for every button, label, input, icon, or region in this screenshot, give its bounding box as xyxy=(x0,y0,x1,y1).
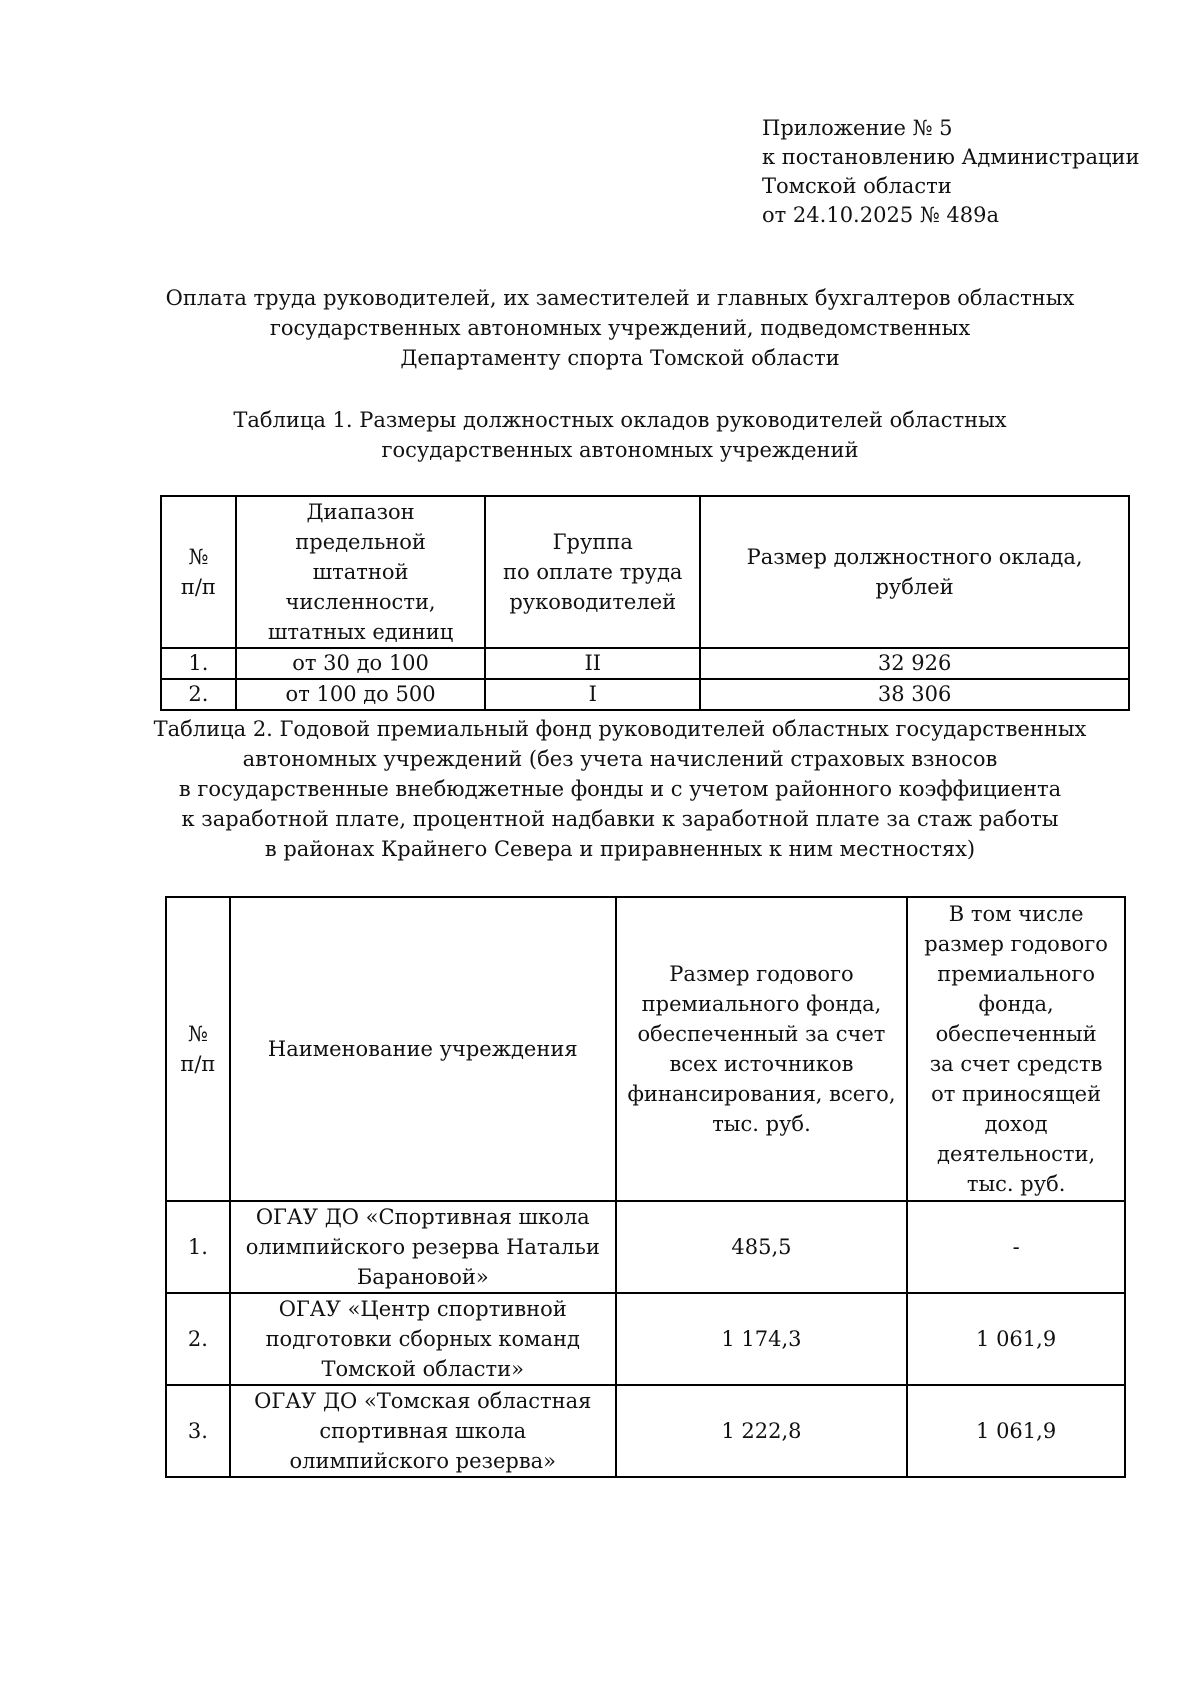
table-header-row xyxy=(166,897,1125,1201)
cell-fund-total: 485,5 xyxy=(616,1201,908,1293)
cell-fund-income: - xyxy=(907,1201,1125,1293)
table-header-row xyxy=(161,496,1129,648)
table2-caption xyxy=(120,714,1120,864)
caption-line: государственных автономных учреждений xyxy=(381,438,859,462)
appendix-line: от 24.10.2025 № 489а xyxy=(762,203,999,227)
title-line: Оплата труда руководителей, их заместителей и главных бухгалтеров областных xyxy=(165,286,1075,310)
cell-pay-group: I xyxy=(485,679,700,710)
cell-num: 1. xyxy=(161,648,236,679)
cell-num: 2. xyxy=(161,679,236,710)
caption-line: автономных учреждений (без учета начислений страховых взносов xyxy=(242,747,998,771)
header-salary: Размер должностного оклада, рублей xyxy=(700,496,1129,648)
cell-pay-group: II xyxy=(485,648,700,679)
table-row xyxy=(166,1385,1125,1477)
table-row xyxy=(166,1293,1125,1385)
document-title xyxy=(120,283,1120,373)
cell-num: 3. xyxy=(166,1385,230,1477)
header-num: № п/п xyxy=(161,496,236,648)
table1-salaries xyxy=(160,495,1130,711)
cell-fund-total: 1 174,3 xyxy=(616,1293,908,1385)
appendix-line: Приложение № 5 xyxy=(762,116,953,140)
cell-salary: 32 926 xyxy=(700,648,1129,679)
title-line: Департаменту спорта Томской области xyxy=(400,346,840,370)
table-row xyxy=(166,1201,1125,1293)
table-row xyxy=(161,679,1129,710)
cell-fund-income: 1 061,9 xyxy=(907,1293,1125,1385)
caption-line: Таблица 2. Годовой премиальный фонд руководителей областных государственных xyxy=(153,717,1087,741)
appendix-note xyxy=(762,114,1140,230)
table-row xyxy=(161,648,1129,679)
header-staff-range: Диапазон предельной штатной численности, штатных единиц xyxy=(236,496,486,648)
header-num: № п/п xyxy=(166,897,230,1201)
cell-fund-income: 1 061,9 xyxy=(907,1385,1125,1477)
cell-institution-name: ОГАУ ДО «Спортивная школа олимпийского резерва Натальи Барановой» xyxy=(230,1201,616,1293)
cell-institution-name: ОГАУ «Центр спортивной подготовки сборных команд Томской области» xyxy=(230,1293,616,1385)
caption-line: в государственные внебюджетные фонды и с учетом районного коэффициента xyxy=(178,777,1062,801)
cell-staff-range: от 100 до 500 xyxy=(236,679,486,710)
caption-line: к заработной плате, процентной надбавки к заработной плате за стаж работы xyxy=(181,807,1059,831)
appendix-line: Томской области xyxy=(762,174,952,198)
appendix-line: к постановлению Администрации xyxy=(762,145,1140,169)
cell-institution-name: ОГАУ ДО «Томская областная спортивная школа олимпийского резерва» xyxy=(230,1385,616,1477)
cell-fund-total: 1 222,8 xyxy=(616,1385,908,1477)
title-line: государственных автономных учреждений, подведомственных xyxy=(269,316,971,340)
cell-salary: 38 306 xyxy=(700,679,1129,710)
cell-staff-range: от 30 до 100 xyxy=(236,648,486,679)
cell-num: 2. xyxy=(166,1293,230,1385)
header-institution-name: Наименование учреждения xyxy=(230,897,616,1201)
table1-caption xyxy=(120,405,1120,465)
header-fund-total: Размер годового премиального фонда, обеспеченный за счет всех источников финансирования, всего, тыс. руб. xyxy=(616,897,908,1201)
header-pay-group: Группа по оплате труда руководителей xyxy=(485,496,700,648)
header-fund-income: В том числе размер годового премиального фонда, обеспеченный за счет средств от приносящей доход деятельности, тыс. руб. xyxy=(907,897,1125,1201)
cell-num: 1. xyxy=(166,1201,230,1293)
caption-line: в районах Крайнего Севера и приравненных к ним местностях) xyxy=(264,837,976,861)
table2-bonus-fund xyxy=(165,896,1126,1478)
caption-line: Таблица 1. Размеры должностных окладов руководителей областных xyxy=(233,408,1007,432)
